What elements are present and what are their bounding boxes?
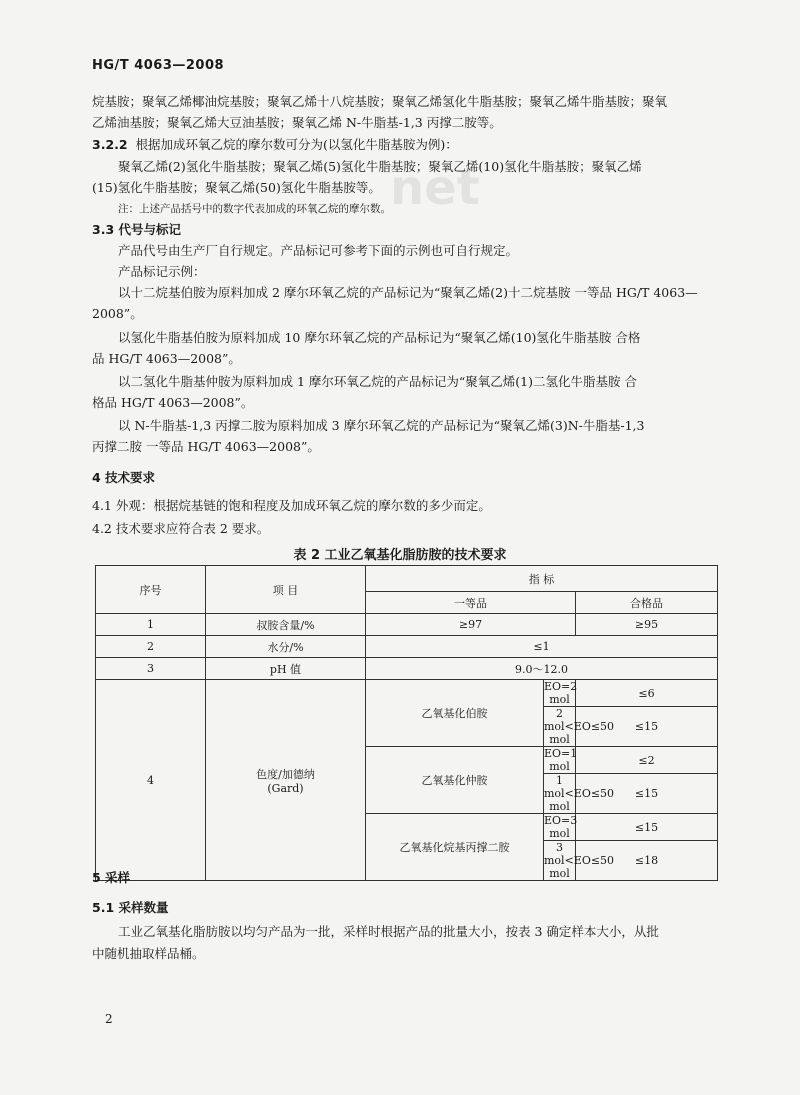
color-limit: ≤15 xyxy=(576,814,718,841)
paragraph-line: 2008”。 xyxy=(92,306,143,321)
row-no: 3 xyxy=(96,658,206,680)
condition: 3 mol<EO≤50 mol xyxy=(544,841,615,880)
color-limit: ≤18 xyxy=(576,841,718,881)
color-limit: ≤6 xyxy=(576,680,718,707)
paragraph-line: 以 N-牛脂基-1,3 丙撑二胺为原料加成 3 摩尔环氧乙烷的产品标记为“聚氧乙烯(3)N-牛脂基-1,3 xyxy=(118,418,645,433)
row-no: 2 xyxy=(96,636,206,658)
condition: 2 mol<EO≤50 mol xyxy=(544,707,615,746)
color-limit: ≤15 xyxy=(576,707,718,747)
group-name: 乙氧基化伯胺 xyxy=(366,680,544,747)
section-5-1: 5.1 采样数量 xyxy=(92,900,169,915)
table-row xyxy=(96,658,718,680)
paragraph-line: 以氢化牛脂基伯胺为原料加成 10 摩尔环氧乙烷的产品标记为“聚氧乙烯(10)氢化牛脂基胺 合格 xyxy=(118,330,641,345)
header-first-grade: 一等品 xyxy=(366,592,576,614)
color-item-unit: (Gard) xyxy=(267,781,304,795)
row-value: 9.0～12.0 xyxy=(366,658,718,680)
condition: EO=3 mol xyxy=(544,814,578,840)
paragraph-line: 产品标记示例： xyxy=(118,264,206,279)
table-header-row xyxy=(96,566,718,592)
row-no: 1 xyxy=(96,614,206,636)
header-no: 序号 xyxy=(96,566,206,614)
section-4-1: 4.1 外观：根据烷基链的饱和程度及加成环氧乙烷的摩尔数的多少而定。 xyxy=(92,498,491,513)
condition: 1 mol<EO≤50 mol xyxy=(544,774,615,813)
paragraph-line: 工业乙氧基化脂肪胺以均匀产品为一批，采样时根据产品的批量大小，按表 3 确定样本大小，从批 xyxy=(118,924,659,939)
table-row xyxy=(96,680,718,707)
row-item xyxy=(206,680,366,881)
paragraph-line: (15)氢化牛脂基胺；聚氧乙烯(50)氢化牛脂基胺等。 xyxy=(92,180,381,195)
header-item: 项 目 xyxy=(206,566,366,614)
spec-table xyxy=(95,565,718,881)
standard-header: HG/T 4063—2008 xyxy=(92,58,225,73)
color-limit: ≤2 xyxy=(576,747,718,774)
row-no: 4 xyxy=(96,680,206,881)
row-value-first: ≥97 xyxy=(366,614,576,636)
section-text: 根据加成环氧乙烷的摩尔数可分为(以氢化牛脂基胺为例)： xyxy=(135,137,458,152)
paragraph-line: 中随机抽取样品桶。 xyxy=(92,946,205,961)
group-name: 乙氧基化仲胺 xyxy=(366,747,544,814)
section-3-3-title: 3.3 代号与标记 xyxy=(92,222,181,237)
paragraph-line: 乙烯油基胺；聚氧乙烯大豆油基胺；聚氧乙烯 N-牛脂基-1,3 丙撑二胺等。 xyxy=(92,115,502,130)
color-limit: ≤15 xyxy=(576,774,718,814)
row-item: 叔胺含量/% xyxy=(206,614,366,636)
watermark: net xyxy=(390,160,480,216)
condition: EO=2 mol xyxy=(544,680,578,706)
row-value-qualified: ≥95 xyxy=(576,614,718,636)
row-item: pH 值 xyxy=(206,658,366,680)
section-number: 3.2.2 xyxy=(92,137,128,152)
paragraph-line: 聚氧乙烯(2)氢化牛脂基胺；聚氧乙烯(5)氢化牛脂基胺；聚氧乙烯(10)氢化牛脂基胺；聚氧乙烯 xyxy=(118,159,642,174)
group-name: 乙氧基化烷基丙撑二胺 xyxy=(366,814,544,881)
section-3-2-2 xyxy=(92,137,458,153)
section-5-title: 5 采样 xyxy=(92,870,131,885)
table-row xyxy=(96,614,718,636)
row-item: 水分/% xyxy=(206,636,366,658)
section-4-2: 4.2 技术要求应符合表 2 要求。 xyxy=(92,521,270,536)
paragraph-line: 品 HG/T 4063—2008”。 xyxy=(92,351,241,366)
paragraph-line: 丙撑二胺 一等品 HG/T 4063—2008”。 xyxy=(92,439,320,454)
paragraph-line: 产品代号由生产厂自行规定。产品标记可参考下面的示例也可自行规定。 xyxy=(118,243,519,258)
paragraph-line: 烷基胺；聚氧乙烯椰油烷基胺；聚氧乙烯十八烷基胺；聚氧乙烯氢化牛脂基胺；聚氧乙烯牛脂基胺；聚氧 xyxy=(92,94,668,109)
condition: EO=1 mol xyxy=(544,747,578,773)
row-value: ≤1 xyxy=(366,636,718,658)
header-index: 指 标 xyxy=(366,566,718,592)
color-item-label: 色度/加德纳 xyxy=(256,767,315,781)
paragraph-line: 格品 HG/T 4063—2008”。 xyxy=(92,395,254,410)
section-4-title: 4 技术要求 xyxy=(92,470,156,485)
table-caption: 表 2 工业乙氧基化脂肪胺的技术要求 xyxy=(293,548,507,563)
paragraph-line: 以二氢化牛脂基仲胺为原料加成 1 摩尔环氧乙烷的产品标记为“聚氧乙烯(1)二氢化牛脂基胺 合 xyxy=(118,374,637,389)
paragraph-line: 以十二烷基伯胺为原料加成 2 摩尔环氧乙烷的产品标记为“聚氧乙烯(2)十二烷基胺 一等品 HG/T 4063— xyxy=(118,285,698,300)
page-number: 2 xyxy=(105,1012,113,1026)
note: 注：上述产品括号中的数字代表加成的环氧乙烷的摩尔数。 xyxy=(118,203,391,215)
table-row xyxy=(96,636,718,658)
header-qualified-grade: 合格品 xyxy=(576,592,718,614)
